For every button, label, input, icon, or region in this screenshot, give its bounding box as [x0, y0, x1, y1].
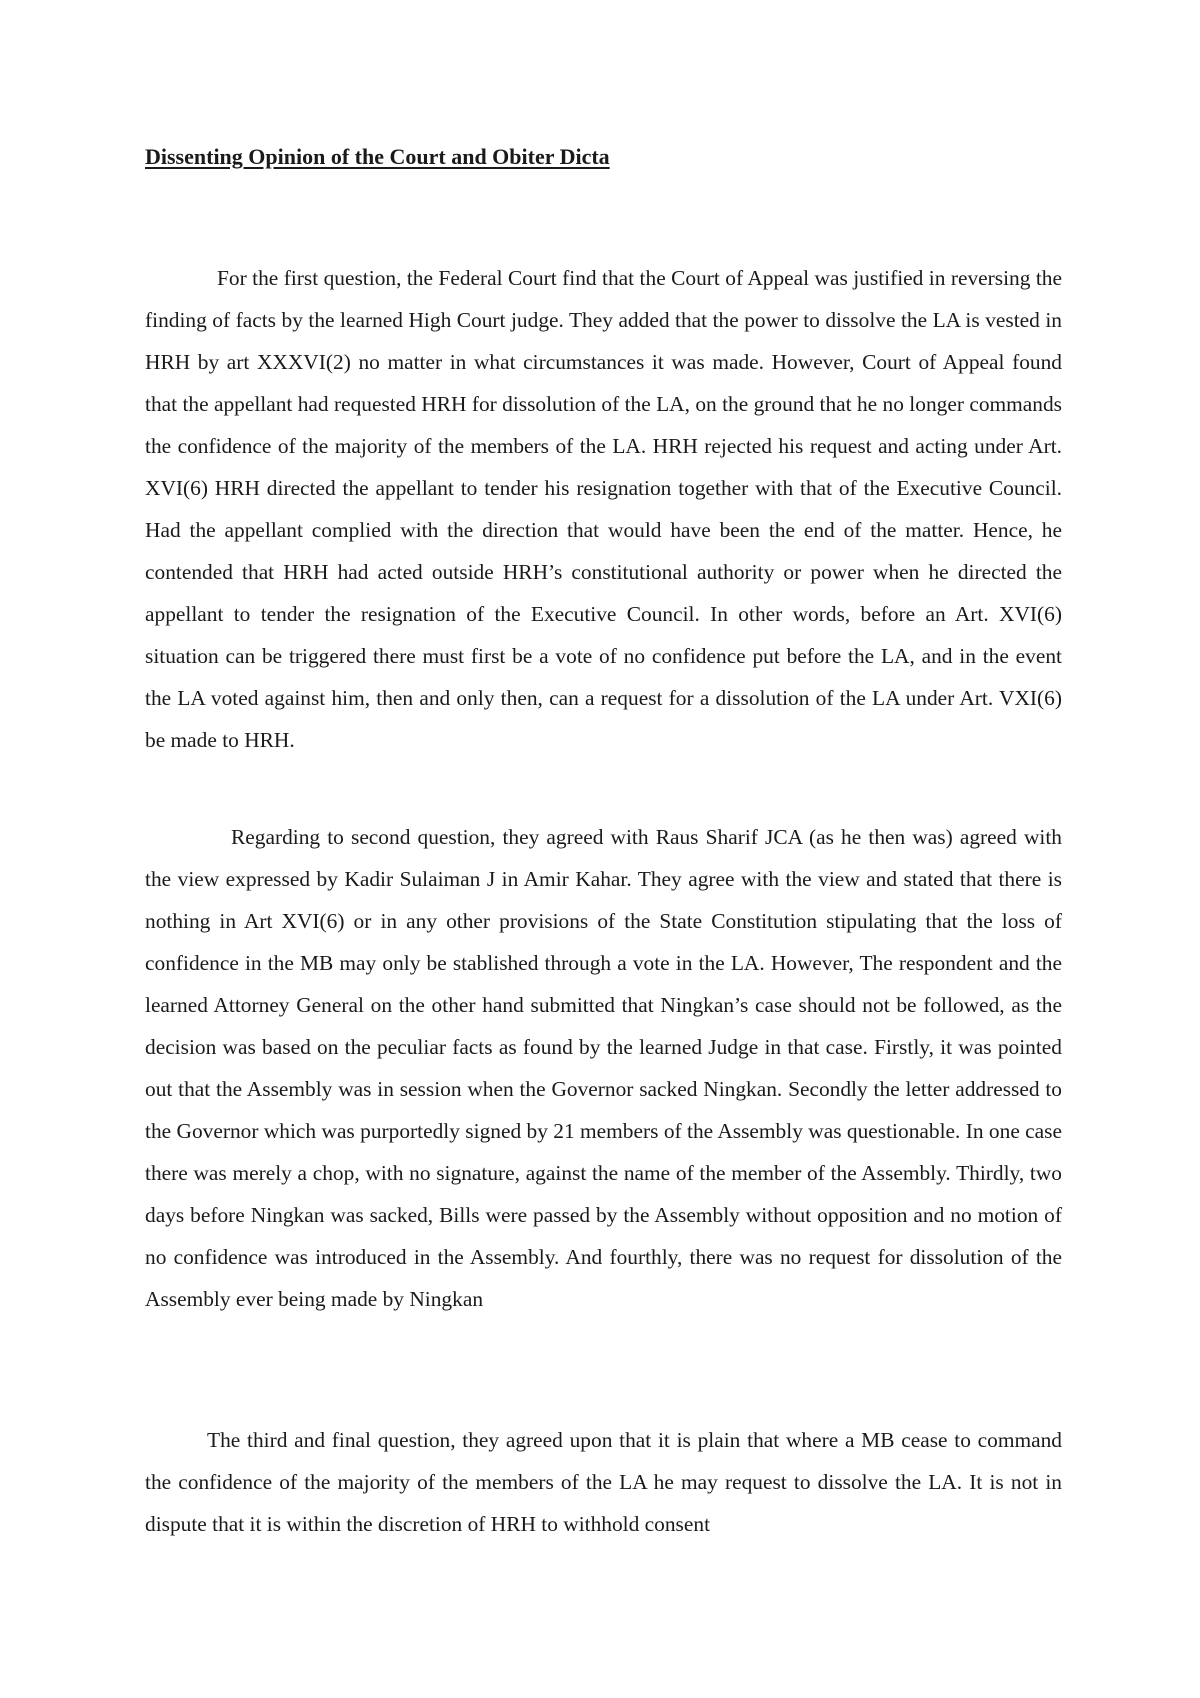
paragraph-first-question: [145, 257, 1062, 761]
paragraph-second-question: [145, 816, 1062, 1320]
paragraph-text: The third and final question, they agreed upon that it is plain that where a MB cease to command the confidence of the majority of the members of the LA he may request to dissolve the LA. It is not in dispute that it is within the discretion of HRH to withhold consent: [145, 1428, 1062, 1536]
paragraph-text: Regarding to second question, they agreed with Raus Sharif JCA (as he then was) agreed with the view expressed by Kadir Sulaiman J in Amir Kahar. They agree with the view and stated that there is nothing in Art XVI(6) or in any other provisions of the State Constitution stipulating that the loss of confidence in the MB may only be stablished through a vote in the LA. However, The respondent and the learned Attorney General on the other hand submitted that Ningkan’s case should not be followed, as the decision was based on the peculiar facts as found by the learned Judge in that case. Firstly, it was pointed out that the Assembly was in session when the Governor sacked Ningkan. Secondly the letter addressed to the Governor which was purportedly signed by 21 members of the Assembly was questionable. In one case there was merely a chop, with no signature, against the name of the member of the Assembly. Thirdly, two days before Ningkan was sacked, Bills were passed by the Assembly without opposition and no motion of no confidence was introduced in the Assembly. And fourthly, there was no request for dissolution of the Assembly ever being made by Ningkan: [145, 825, 1062, 1311]
paragraph-third-question: [145, 1419, 1062, 1545]
paragraph-text: For the first question, the Federal Court find that the Court of Appeal was justified in reversing the finding of facts by the learned High Court judge. They added that the power to dissolve the LA is vested in HRH by art XXXVI(2) no matter in what circumstances it was made. However, Court of Appeal found that the appellant had requested HRH for dissolution of the LA, on the ground that he no longer commands the confidence of the majority of the members of the LA. HRH rejected his request and acting under Art. XVI(6) HRH directed the appellant to tender his resignation together with that of the Executive Council. Had the appellant complied with the direction that would have been the end of the matter. Hence, he contended that HRH had acted outside HRH’s constitutional authority or power when he directed the appellant to tender the resignation of the Executive Council. In other words, before an Art. XVI(6) situation can be triggered there must first be a vote of no confidence put before the LA, and in the event the LA voted against him, then and only then, can a request for a dissolution of the LA under Art. VXI(6) be made to HRH.: [145, 266, 1062, 752]
document-heading: Dissenting Opinion of the Court and Obiter Dicta: [145, 144, 610, 169]
